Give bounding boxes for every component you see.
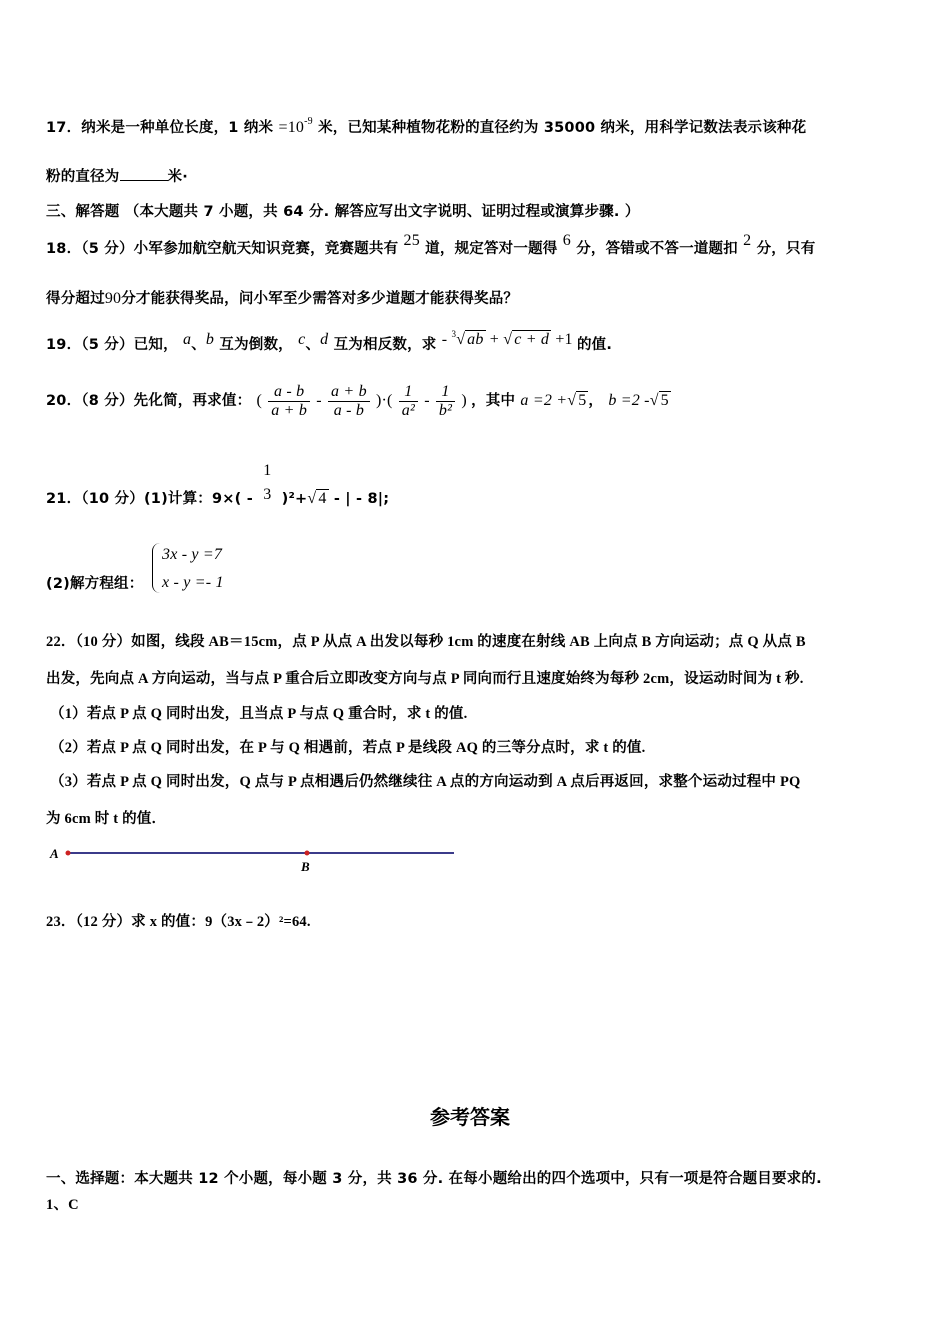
q19-text-d: 的值. [576,337,613,353]
q20-text-a: 20．（8 分）先化简，再求值： [46,393,252,410]
answer-title: 参考答案 [430,1105,510,1129]
q21-eq2: x - y =- 1 [162,574,224,591]
q18-text-b: 道，规定答对一题得 [425,241,558,257]
q18-text-a: 18．（5 分）小军参加航空航天知识竞赛，竞赛题共有 [46,241,399,257]
q19-a: a [183,331,192,348]
q21-text-a: 21．（10 分）(1)计算：9×( - [46,491,253,507]
section3-heading: 三、解答题 （本大题共 7 小题，共 64 分. 解答应写出文字说明、证明过程或演算步骤. ） [46,204,640,220]
q20-frac2-num: a + b [328,383,370,402]
q19-text-b: 互为倒数， [219,337,293,353]
q17-exponent: -9 [304,116,313,127]
q20-dot: )·( [375,392,393,410]
q19-line [46,329,613,354]
q20-frac1 [268,383,310,420]
q20-rad5b: √ 5 [649,392,669,410]
point-a [66,851,71,856]
q20-cond-a: a =2 + [520,392,568,410]
q18-line1 [46,232,816,258]
q18-text-c: 分，答错或不答一道题扣 [576,241,738,257]
q20-frac4-den: b² [438,402,453,419]
q20-frac1-den: a + b [271,402,308,419]
q19-c: c [298,331,306,348]
q22-line1: 22．（10 分）如图，线段 AB＝15cm，点 P 从点 A 出发以每秒 1cm 的速度在射线 AB 上向点 B 方向运动；点 Q 从点 B [46,634,806,650]
q18-line2 [46,287,518,308]
q21-rad4: 4 [318,490,327,507]
q21-line2: (2)解方程组： [46,576,144,592]
q19-expression: - $^3$√ ab + √ c + d +1 [441,329,573,348]
q22-line3: （1）若点 P 点 Q 同时出发，且当点 P 与点 Q 重合时，求 t 的值. [50,706,468,722]
q19-root1: ab [467,331,484,348]
q20-rad5a: √ 5 [567,392,587,410]
q18-text-d: 分，只有 [756,241,816,257]
q20-text-b: ，其中 [471,393,516,410]
q20-rad5a-val: 5 [578,392,587,410]
q20-cond-b: b =2 - [608,392,650,410]
q18-n3: 2 [743,232,752,249]
q20-frac4 [436,383,455,420]
label-a: A [50,846,59,861]
q18-n2: 6 [562,232,571,249]
q17-text-b: 米，已知某种植物花粉的直径约为 35000 纳米，用科学记数法表示该种花 [318,120,807,136]
q22-line2: 出发，先向点 A 方向运动，当与点 P 重合后立即改变方向与点 P 同向而行且速度始终为每秒 2cm，设运动时间为 t 秒. [46,671,804,687]
segment-figure [44,840,464,876]
q19-root-index: 3 [451,329,457,339]
q19-plus1: + [489,331,500,348]
answer-1: 1、C [46,1197,79,1213]
label-b: B [301,859,310,874]
q22-line5: （3）若点 P 点 Q 同时出发，Q 点与 P 点相遇后仍然继续往 A 点的方向运动到 A 点后再返回，求整个运动过程中 PQ [50,774,801,790]
q20-minus1: - [316,392,322,410]
q21-frac-num: 1 [263,462,272,479]
q20-frac4-num: 1 [436,383,455,402]
q20-comma: ， [588,393,604,410]
q19-minus: - [441,331,448,348]
q17-text-d: 米· [167,169,188,185]
q19-root2: c + d [514,331,550,348]
q21-text-c: - | - 8|; [333,491,390,507]
q23-line: 23．（12 分）求 x 的值：9（3x﹣2）²=64. [46,914,311,930]
q20-frac3-den: a² [401,402,415,419]
q19-b: b [205,331,215,348]
answer-blank [120,168,168,181]
q21-text-b: )²+ [281,491,308,507]
q20-frac3 [399,383,418,420]
section1-heading: 一、选择题：本大题共 12 个小题，每小题 3 分，共 36 分. 在每小题给出的四个选项中，只有一项是符合题目要求的. [46,1171,822,1187]
q21-frac [260,462,274,504]
q20-close: ) [461,392,467,410]
q20-minus2: - [424,392,430,410]
q20-frac1-num: a - b [268,383,310,402]
q17-text-c: 粉的直径为 [46,169,120,185]
q17-math [278,116,313,136]
q21-rest: )²+√ 4 - | - 8|; [281,490,390,507]
q21-frac-den: 3 [263,486,272,503]
q21-eq1: 3x - y =7 [162,546,223,563]
q21-line1 [46,462,390,507]
q17-line2 [46,165,188,186]
q18-n1: 25 [403,232,420,249]
point-b [305,851,310,856]
q19-plus2: +1 [555,331,573,348]
q18-text-e: 得分超过 [46,291,105,307]
q17-text: 17．纳米是一种单位长度，1 纳米 [46,120,274,136]
q19-sep2: 、 [305,337,321,353]
q20-frac2 [328,383,370,420]
q17-math-base: =10 [278,119,305,136]
q20-frac3-num: 1 [399,383,418,402]
q19-text-c: 互为相反数，求 [333,337,437,353]
q18-n4: 90 [104,290,122,307]
q17-line1 [46,116,806,137]
q19-sep1: 、 [191,337,206,353]
q20-line [46,383,671,420]
q20-frac2-den: a - b [333,402,365,419]
q22-line4: （2）若点 P 点 Q 同时出发，在 P 与 Q 相遇前，若点 P 是线段 AQ 的三等分点时，求 t 的值. [50,740,646,756]
q18-text-f: 分才能获得奖品，问小军至少需答对多少道题才能获得奖品？ [121,291,519,307]
q20-expression: ( $\frac{a - b}{a + b}$ - $\frac{a + b}{a - b}$ )·( $\frac{1}{\text{a²}}$ - $\frac{1}{\text{b²}}$ ) [256,383,467,419]
q19-text-a: 19．（5 分）已知， [46,337,178,353]
q22-line6: 为 6cm 时 t 的值． [46,811,167,827]
q19-d: d [320,331,329,348]
q20-rad5b-val: 5 [660,392,669,410]
system-brace [152,543,161,593]
